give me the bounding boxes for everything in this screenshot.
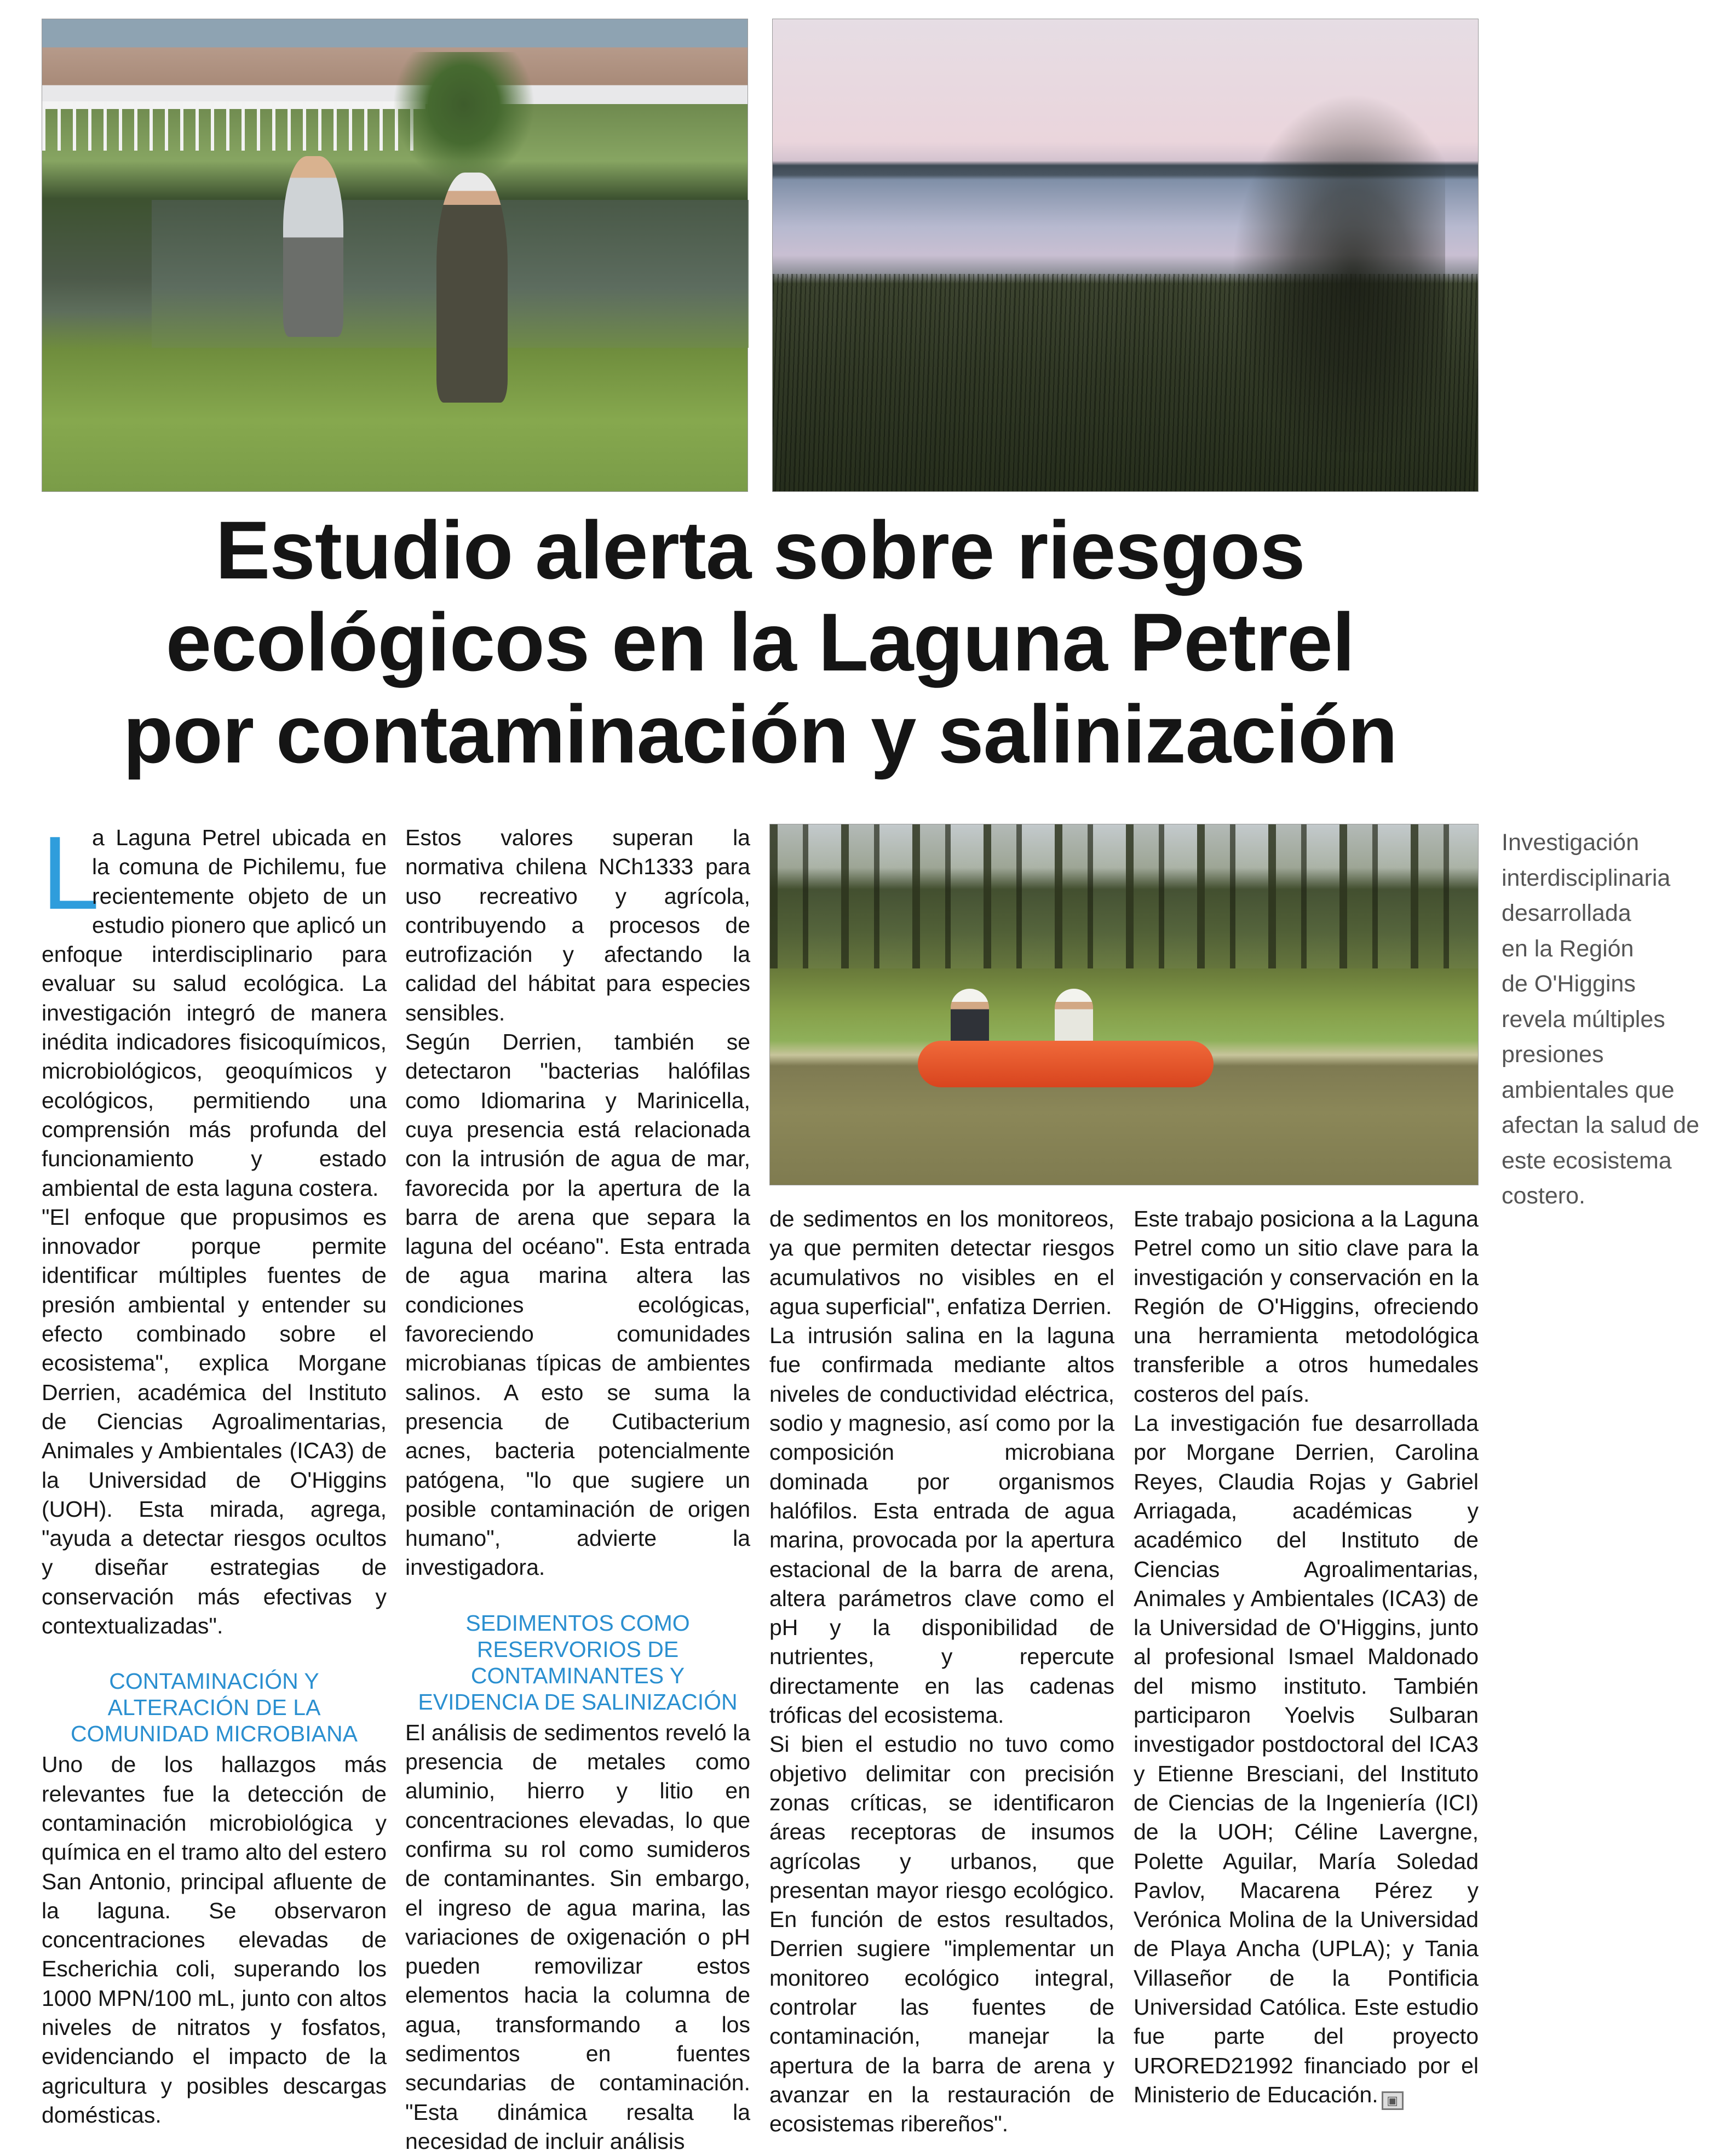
bridge-railing [42,101,426,151]
caption-line: interdisciplinaria [1502,864,1671,891]
caption-line: afectan la salud de [1502,1112,1699,1138]
section-heading [42,1668,387,1747]
paragraph: Este trabajo posiciona a la Laguna Petrel como un sitio clave para la investigación y conservación en la Región de O'Higgins, ofreciendo una herramienta metodológica transferible a otros humedales costeros del país. [1134,1206,1479,1407]
section-heading-line: RESERVORIOS DE [476,1636,679,1662]
end-of-article-icon: ▣ [1382,2091,1404,2110]
caption-line: Investigación [1502,829,1639,856]
paragraph: Si bien el estudio no tuvo como objetivo delimitar con precisión zonas críticas, se identificaron áreas receptoras de insumos agrícolas y urbanos, que presentan mayor riesgo ecológico. En función de estos resultados, Derrien sugiere "implementar un monitoreo ecológico integral, controlar las fuentes de contaminación, manejar la apertura de la barra de arena y avanzar en la restauración de ecosistemas ribereños". [769,1731,1114,2137]
drop-cap: L [42,815,100,931]
paragraph: El análisis de sedimentos reveló la presencia de metales como aluminio, hierro y litio en concentraciones elevadas, lo que confirma su rol como sumideros de contaminantes. Sin embargo, el ingreso de agua marina, las variaciones de oxigenación o pH pueden removilizar estos elementos hacia la columna de agua, transformando a los sedimentos en fuentes secundarias de contaminación. "Esta dinámica resalta la necesidad de incluir análisis [405,1719,750,2154]
kayaker [1055,989,1093,1049]
caption-line: presiones [1502,1041,1604,1068]
caption-line: desarrollada [1502,900,1631,926]
caption-line: revela múltiples [1502,1006,1665,1033]
photo-caption [1502,825,1715,1214]
section-heading-line: SEDIMENTOS COMO [465,1610,690,1636]
section-heading-line: CONTAMINACIÓN Y [109,1668,319,1694]
caption-line: ambientales que [1502,1076,1675,1103]
paragraph: Uno de los hallazgos más relevantes fue la detección de contaminación microbiológica y química en el tramo alto del estero San Antonio, principal afluente de la laguna. Se observaron concentraciones elevadas de Escherichia coli, superando los 1000 MPN/100 mL, junto con altos niveles de nitratos y fosfatos, evidenciando el impacto de la agricultura y posibles descargas domésticas. [42,1752,387,2128]
researcher-in-waders [436,173,508,403]
headline [42,504,1479,780]
headline-line-2: ecológicos en la Laguna Petrel [165,596,1355,688]
paragraph: de sedimentos en los monitoreos, ya que permiten detectar riesgos acumulativos no visibles en el agua superficial", enfatiza Derrien. [769,1206,1114,1319]
silhouette-tree [1215,68,1445,452]
paragraph: Estos valores superan la normativa chilena NCh1333 para uso recreativo y agrícola, contribuyendo a procesos de eutrofización y afectando la calidad del hábitat para especies sensibles. [405,825,750,1025]
section-heading-line: COMUNIDAD MICROBIANA [71,1721,358,1747]
article-column-3 [769,1205,1114,2139]
article-column-4 [1134,1205,1479,2110]
caption-line: de O'Higgins [1502,971,1636,997]
lagoon-dusk-photo [772,19,1479,492]
paragraph-text: La investigación fue desarrollada por Morgane Derrien, Carolina Reyes, Claudia Rojas y Gabriel Arriagada, académicas y académico del Instituto de Ciencias Agroalimentarias, Animales y Ambientales (ICA3) de la Universidad de O'Higgins, junto al profesional Ismael Maldonado del mismo instituto. También participaron Yoelvis Sulbaran investigador postdoctoral del ICA3 y Etienne Bresciani, del Instituto de Ciencias de la Ingeniería (ICI) de la UOH; Céline Lavergne, Polette Aguilar, María Soledad Pavlov, Macarena Pérez y Verónica Molina de la Universidad de Playa Ancha (UPLA); y Tania Villaseñor de la Pontificia Universidad Católica. Este estudio fue parte del proyecto URORED21992 financiado por el Ministerio de Educación. [1134,1410,1479,2107]
paragraph: "El enfoque que propusimos es innovador porque permite identificar múltiples fuentes de presión ambiental y entender su efecto combinado sobre el ecosistema", explica Morgane Derrien, académica del Instituto de Ciencias Agroalimentarias, Animales y Ambientales (ICA3) de la Universidad de O'Higgins (UOH). Esta mirada, agrega, "ayuda a detectar riesgos ocultos y diseñar estrategias de conservación más efectivas y contextualizadas". [42,1204,387,1639]
kayak-photo [769,824,1479,1185]
section-heading-line: EVIDENCIA DE SALINIZACIÓN [418,1689,738,1715]
caption-line: costero. [1502,1183,1585,1209]
caption-line: este ecosistema [1502,1147,1672,1174]
paragraph: La intrusión salina en la laguna fue confirmada mediante altos niveles de conductividad eléctrica, sodio y magnesio, así como por la composición microbiana dominada por organismos halófilos. Esta entrada de agua marina, provocada por la apertura estacional de la barra de arena, altera parámetros clave como el pH y la disponibilidad de nutrientes, y repercute directamente en las cadenas tróficas del ecosistema. [769,1323,1114,1728]
article-column-1 [42,815,387,2130]
section-heading-line: CONTAMINANTES Y [470,1662,685,1688]
orange-kayak [918,1041,1214,1087]
paragraph: a Laguna Petrel ubicada en la comuna de Pichilemu, fue recientemente objeto de un estudio pionero que aplicó un enfoque interdisciplinario para evaluar su salud ecológica. La investigación integró de manera inédita indicadores fisicoquímicos, microbiológicos, geoquímicos y ecológicos, permitiendo una comprensión más profunda del funcionamiento y estado ambiental de esta laguna costera. [42,825,387,1201]
researcher-on-shore [283,156,343,337]
kayaker [951,989,989,1049]
paragraph [1134,1409,1479,2110]
section-heading-line: ALTERACIÓN DE LA [107,1695,321,1721]
palm-tree [393,52,535,184]
paragraph: Según Derrien, también se detectaron "bacterias halófilas como Idiomarina y Marinicella, cuya presencia está relacionada con la intrusión de agua de mar, favorecida por la apertura de la barra de arena que separa la laguna del océano". Esta entrada de agua marina altera las condiciones ecológicas, favoreciendo comunidades microbianas típicas de ambientes salinos. A esto se suma la presencia de Cutibacterium acnes, bacteria potencialmente patógena, "lo que sugiere un posible contaminación de origen humano", advierte la investigadora. [405,1029,750,1580]
section-heading [405,1610,750,1715]
article-column-2 [405,823,750,2156]
treeline [770,824,1478,968]
field-sampling-photo [42,19,748,492]
headline-line-1: Estudio alerta sobre riesgos [215,504,1305,596]
headline-line-3: por contaminación y salinización [123,688,1398,780]
caption-line: en la Región [1502,935,1634,962]
